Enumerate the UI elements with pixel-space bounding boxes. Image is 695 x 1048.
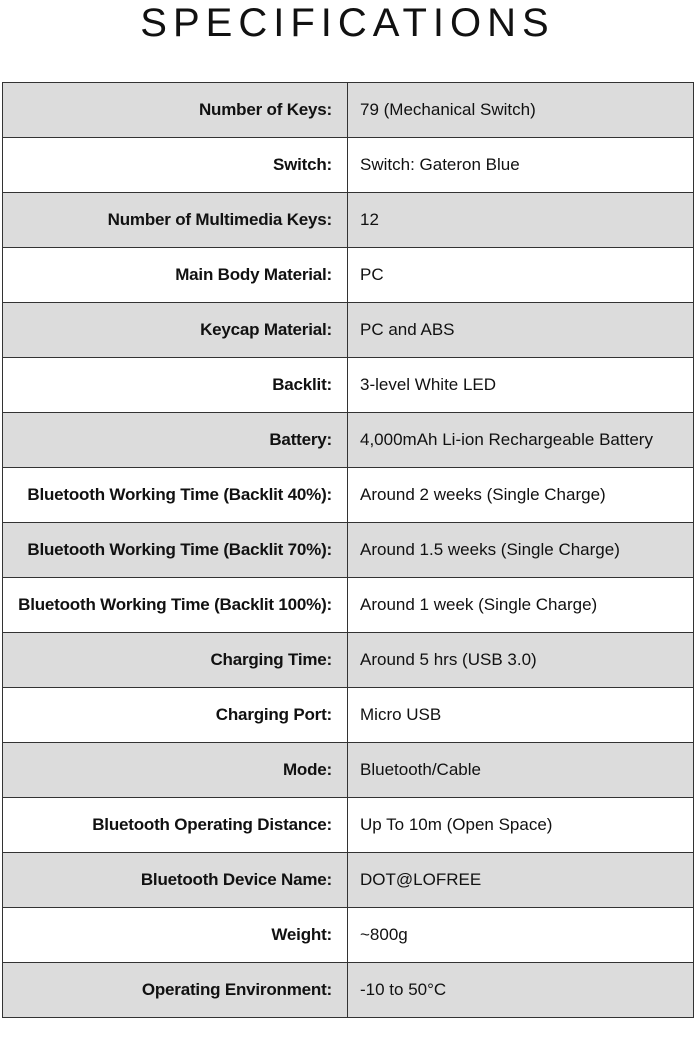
spec-label: Main Body Material: — [3, 248, 348, 303]
spec-row-main-body-material — [3, 248, 694, 303]
spec-label: Bluetooth Working Time (Backlit 40%): — [3, 468, 348, 523]
spec-label: Switch: — [3, 138, 348, 193]
spec-value: Around 1 week (Single Charge) — [348, 578, 694, 633]
spec-label: Mode: — [3, 743, 348, 798]
spec-value: Up To 10m (Open Space) — [348, 798, 694, 853]
spec-row-mode — [3, 743, 694, 798]
spec-value: PC — [348, 248, 694, 303]
spec-value: Around 2 weeks (Single Charge) — [348, 468, 694, 523]
spec-value: PC and ABS — [348, 303, 694, 358]
spec-row-battery — [3, 413, 694, 468]
spec-row-operating-distance — [3, 798, 694, 853]
spec-row-switch — [3, 138, 694, 193]
spec-value: 3-level White LED — [348, 358, 694, 413]
spec-value: ~800g — [348, 908, 694, 963]
spec-value: -10 to 50°C — [348, 963, 694, 1018]
spec-row-working-time-70 — [3, 523, 694, 578]
spec-label: Number of Keys: — [3, 83, 348, 138]
page-title: SPECIFICATIONS — [140, 1, 555, 45]
spec-value: Switch: Gateron Blue — [348, 138, 694, 193]
spec-value: Around 5 hrs (USB 3.0) — [348, 633, 694, 688]
spec-row-multimedia-keys — [3, 193, 694, 248]
spec-row-working-time-100 — [3, 578, 694, 633]
spec-label: Bluetooth Device Name: — [3, 853, 348, 908]
spec-row-weight — [3, 908, 694, 963]
spec-row-device-name — [3, 853, 694, 908]
spec-row-operating-environment — [3, 963, 694, 1018]
spec-label: Bluetooth Working Time (Backlit 70%): — [3, 523, 348, 578]
spec-label: Battery: — [3, 413, 348, 468]
spec-label: Bluetooth Operating Distance: — [3, 798, 348, 853]
specifications-table — [2, 82, 694, 1018]
spec-label: Weight: — [3, 908, 348, 963]
spec-label: Operating Environment: — [3, 963, 348, 1018]
spec-label: Number of Multimedia Keys: — [3, 193, 348, 248]
spec-label: Charging Port: — [3, 688, 348, 743]
spec-value: 4,000mAh Li-ion Rechargeable Battery — [348, 413, 694, 468]
spec-value: Micro USB — [348, 688, 694, 743]
spec-value: 12 — [348, 193, 694, 248]
spec-row-charging-port — [3, 688, 694, 743]
spec-row-keycap-material — [3, 303, 694, 358]
spec-label: Backlit: — [3, 358, 348, 413]
spec-value: DOT@LOFREE — [348, 853, 694, 908]
spec-value: Around 1.5 weeks (Single Charge) — [348, 523, 694, 578]
specifications-table-body — [3, 83, 694, 1018]
spec-value: Bluetooth/Cable — [348, 743, 694, 798]
spec-value: 79 (Mechanical Switch) — [348, 83, 694, 138]
spec-row-backlit — [3, 358, 694, 413]
spec-row-charging-time — [3, 633, 694, 688]
spec-label: Keycap Material: — [3, 303, 348, 358]
spec-label: Charging Time: — [3, 633, 348, 688]
spec-row-working-time-40 — [3, 468, 694, 523]
spec-row-number-of-keys — [3, 83, 694, 138]
spec-label: Bluetooth Working Time (Backlit 100%): — [3, 578, 348, 633]
